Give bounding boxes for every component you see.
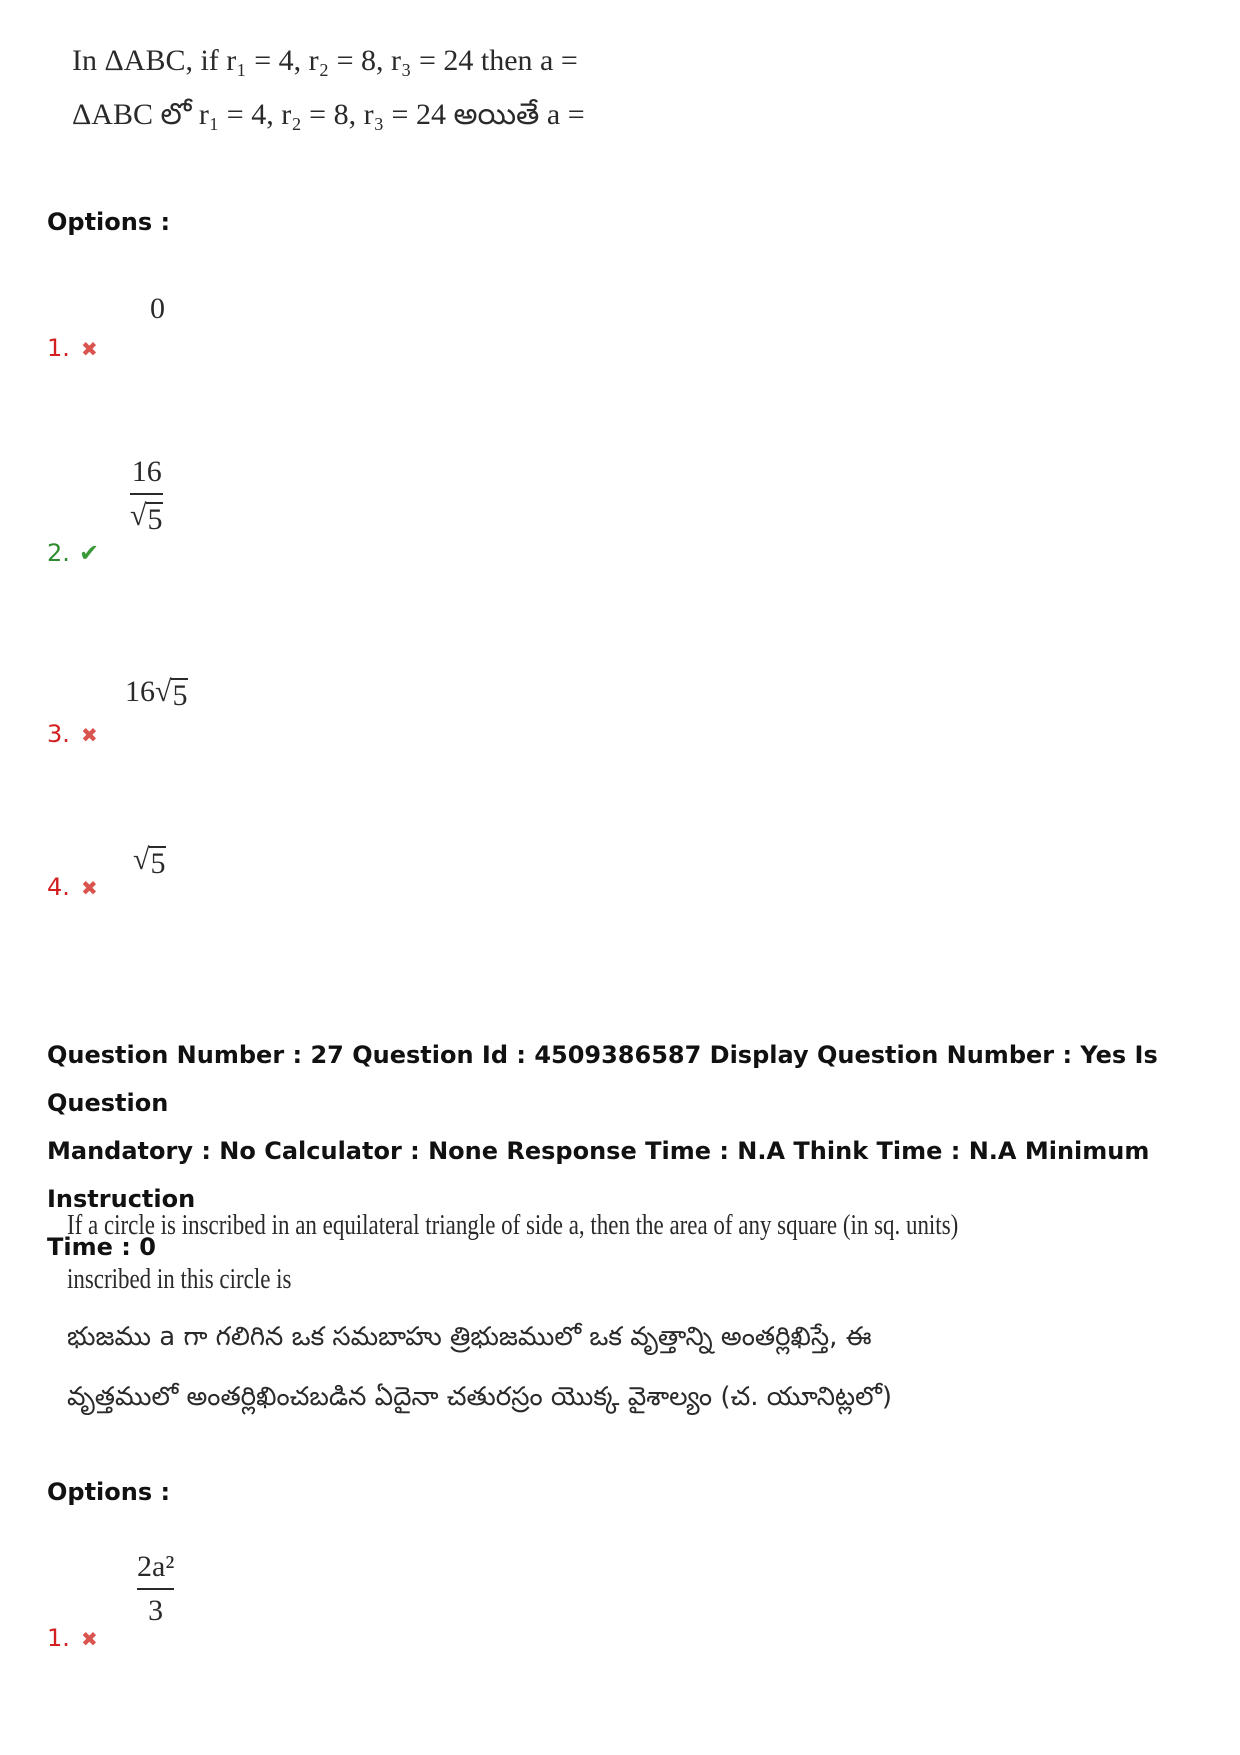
q26-en-values: r₁ = 4, r₂ = 8, r₃ = 24 <box>226 44 474 77</box>
q26-te-prefix: ΔABC లో <box>72 98 199 131</box>
q26-option-4-expression <box>133 843 166 880</box>
option-number: 2. <box>47 539 70 567</box>
q26-option-2[interactable] <box>47 539 99 567</box>
radicand: 5 <box>172 679 188 712</box>
fraction-bar <box>137 1588 174 1590</box>
q27-english-line-1: If a circle is inscribed in an equilateral triangle of side a, then the area of any square (in sq. units) <box>67 1210 959 1241</box>
sqrt-symbol: √ <box>133 843 150 876</box>
cross-icon: ✖ <box>81 723 98 747</box>
check-icon: ✔ <box>79 539 100 567</box>
q27-english-line-2: inscribed in this circle is <box>67 1264 292 1295</box>
fraction-bar <box>130 493 163 495</box>
q26-option-1[interactable] <box>47 334 98 362</box>
cross-icon: ✖ <box>81 876 98 900</box>
meta-line-3: Time : 0 <box>47 1233 156 1261</box>
q26-option-3[interactable] <box>47 720 98 748</box>
fraction-denominator: 3 <box>148 1594 164 1627</box>
option-number: 1. <box>47 334 70 362</box>
q27-telugu-line-1: భుజము a గా గలిగిన ఒక సమబాహు త్రిభుజములో ఒక వృత్తాన్ని అంతర్లిఖిస్తే, ఈ <box>67 1322 872 1352</box>
q26-option-2-fraction <box>130 455 163 536</box>
question-26-telugu <box>72 98 585 139</box>
q26-te-values: r₁ = 4, r₂ = 8, r₃ = 24 <box>198 98 446 131</box>
fraction-numerator: 16 <box>131 455 162 488</box>
sqrt-expression <box>130 499 163 536</box>
cross-icon: ✖ <box>81 1627 98 1651</box>
sqrt-symbol: √ <box>130 499 147 532</box>
q26-option-3-expression <box>125 675 188 712</box>
question-26-english <box>72 44 578 78</box>
option-number: 1. <box>47 1624 70 1652</box>
meta-line-1: Question Number : 27 Question Id : 4509386587 Display Question Number : Yes Is Question <box>47 1041 1158 1117</box>
q27-option-1-fraction <box>137 1550 174 1628</box>
q26-options-label: Options : <box>47 208 171 236</box>
coefficient: 16 <box>125 675 155 708</box>
q27-telugu-line-2: వృత్తములో అంతర్లిఖించబడిన ఏదైనా చతురస్రం యొక్క వైశాల్యం (చ. యూనిట్లలో) <box>67 1382 893 1412</box>
fraction-numerator: 2a² <box>137 1550 175 1583</box>
q26-en-prefix: In ΔABC, if <box>72 44 227 77</box>
sqrt-expression <box>155 675 188 712</box>
meta-line-2: Mandatory : No Calculator : None Response Time : N.A Think Time : N.A Minimum Instruction <box>47 1137 1150 1213</box>
radicand: 5 <box>147 503 163 536</box>
sqrt-expression <box>133 843 166 880</box>
q26-te-suffix: అయితే a = <box>453 98 585 131</box>
q26-option-4[interactable] <box>47 873 98 901</box>
q27-option-1[interactable] <box>47 1624 98 1652</box>
cross-icon: ✖ <box>81 337 98 361</box>
option-number: 4. <box>47 873 70 901</box>
q27-options-label: Options : <box>47 1478 171 1506</box>
option-number: 3. <box>47 720 70 748</box>
radicand: 5 <box>150 847 166 880</box>
sqrt-symbol: √ <box>155 675 172 708</box>
q26-option-1-expression: 0 <box>150 292 165 325</box>
q26-en-suffix: then a = <box>480 44 578 77</box>
